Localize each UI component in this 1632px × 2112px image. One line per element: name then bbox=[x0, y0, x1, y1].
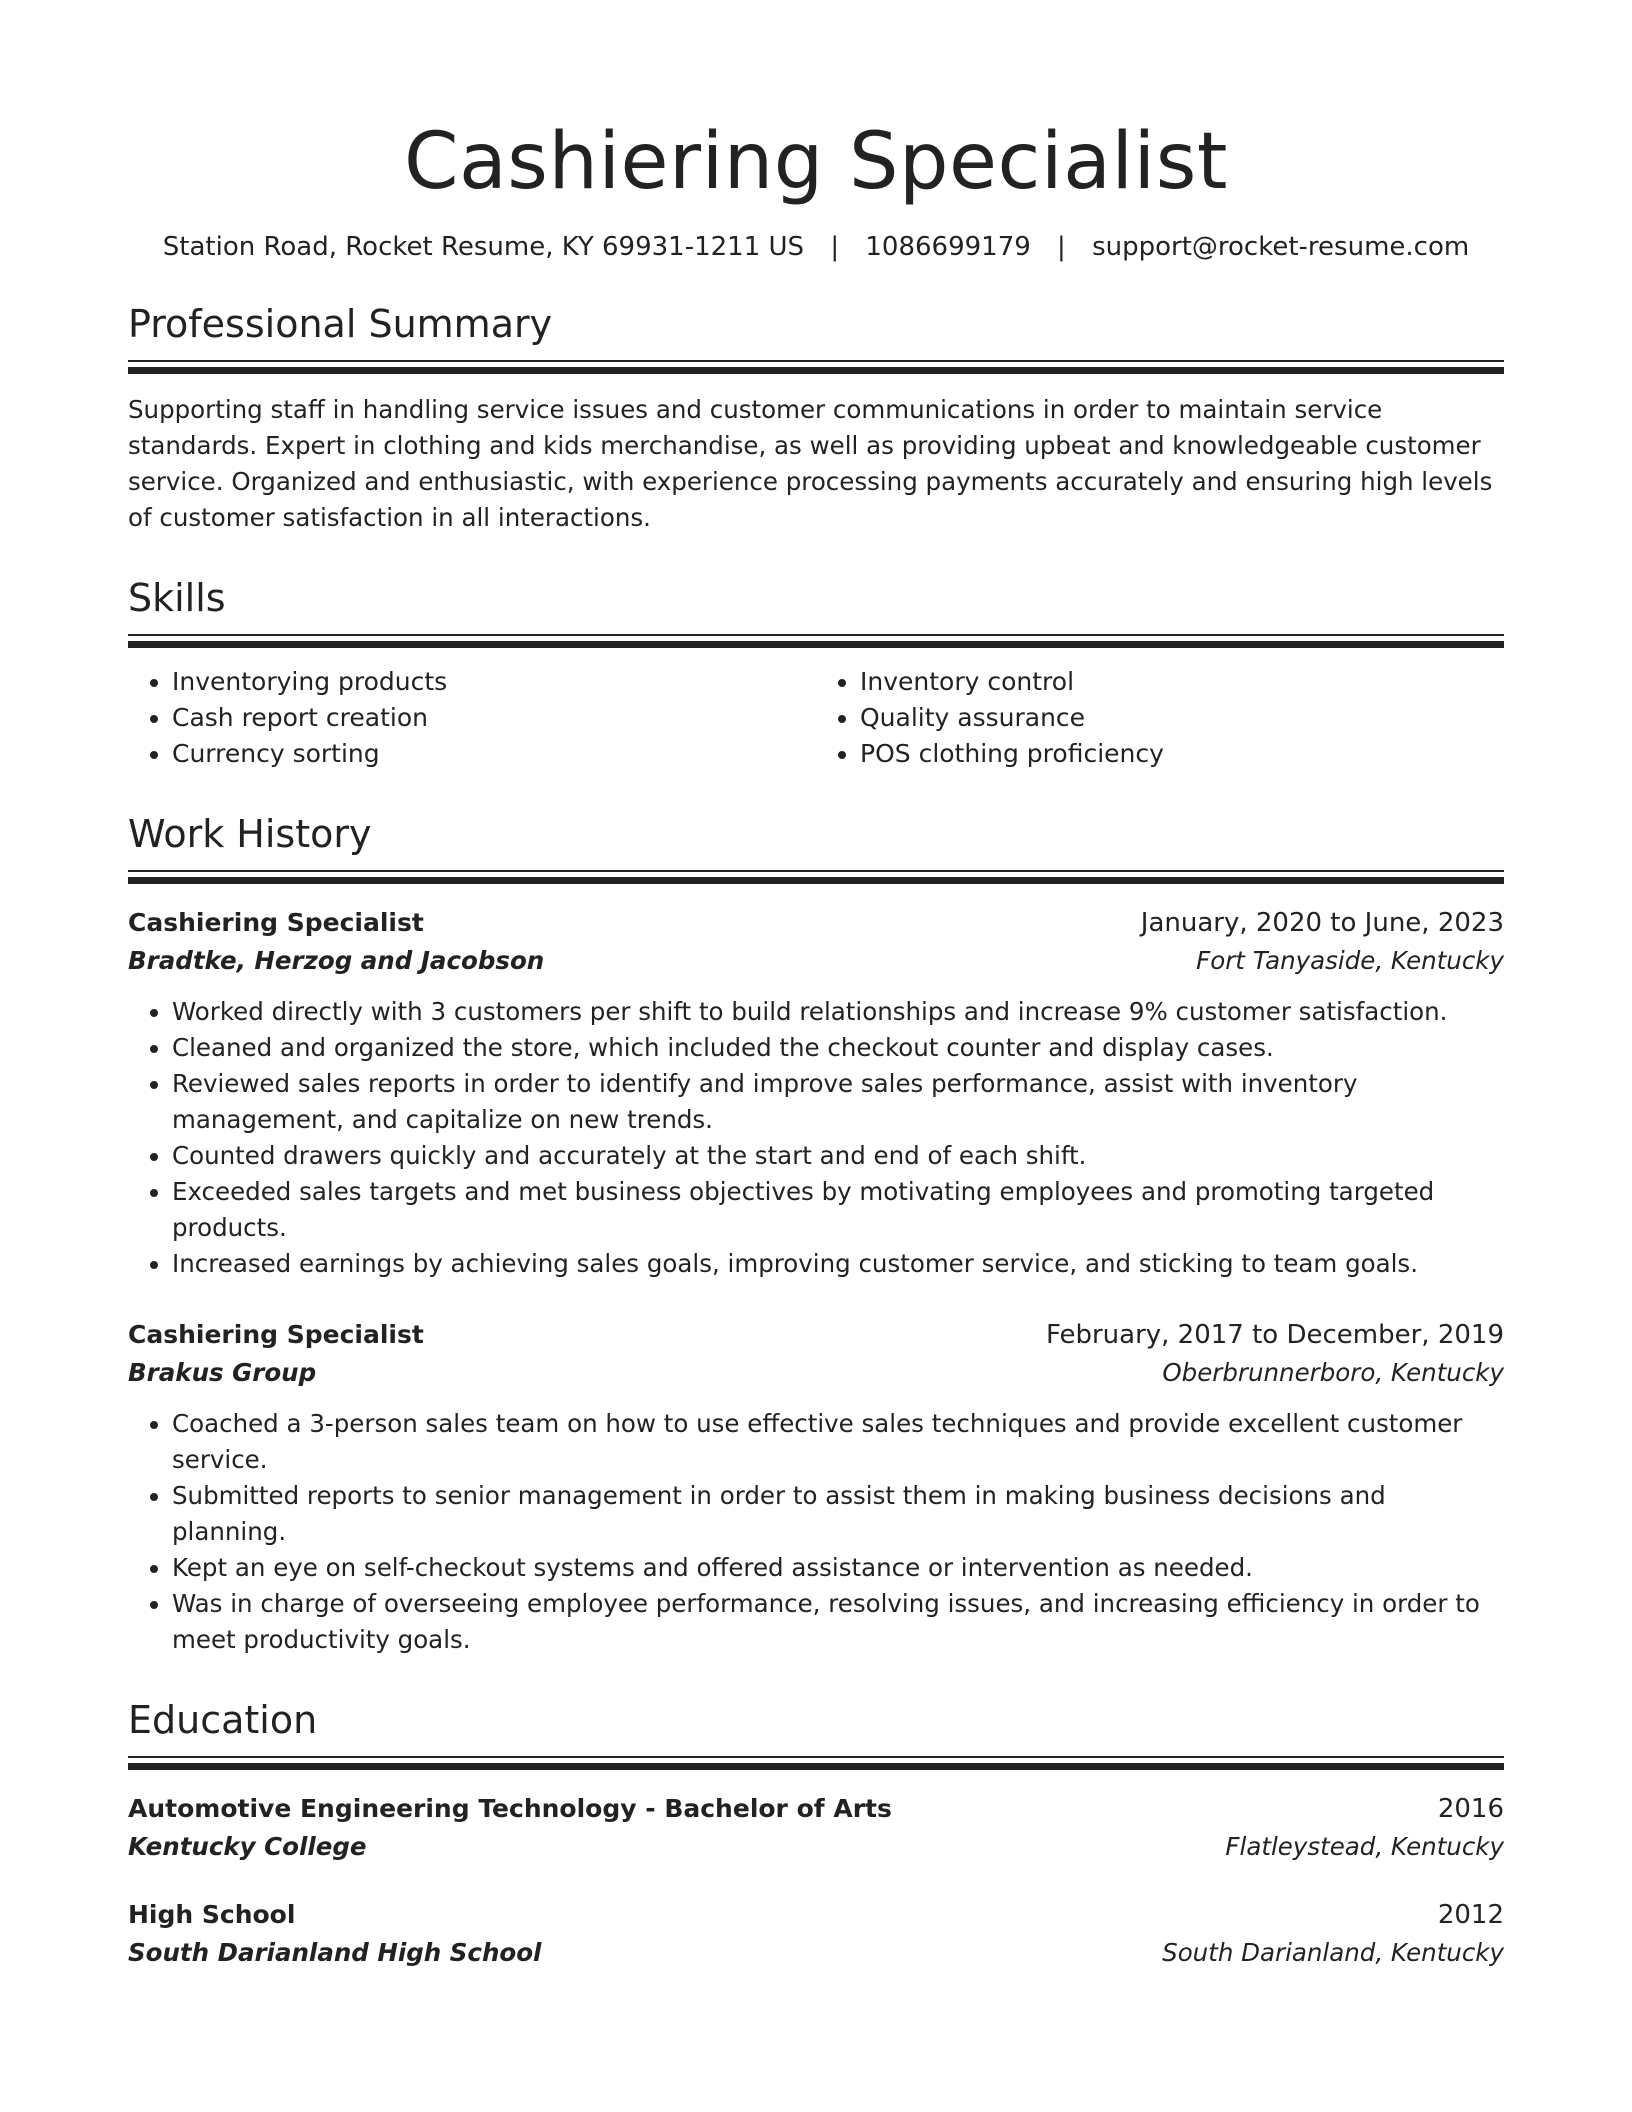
section-divider bbox=[128, 1756, 1504, 1758]
job-bullet: • Reviewed sales reports in order to identify and improve sales performance, assist with inventory management, and capitalize on new trends. bbox=[172, 1066, 1504, 1138]
job-header bbox=[128, 904, 1504, 942]
education-degree: Automotive Engineering Technology - Bachelor of Arts bbox=[128, 1793, 892, 1823]
job-subheader bbox=[128, 942, 1504, 980]
skill-item: • POS clothing proficiency bbox=[860, 736, 1504, 772]
job-entry bbox=[128, 904, 1504, 1282]
job-bullet: • Kept an eye on self-checkout systems and offered assistance or intervention as needed. bbox=[172, 1550, 1504, 1586]
section-title-education: Education bbox=[128, 1697, 318, 1742]
education-entry bbox=[128, 1790, 1504, 1866]
education-location: Flatleystead, Kentucky bbox=[1225, 1831, 1504, 1861]
education-header bbox=[128, 1896, 1504, 1934]
summary-section bbox=[128, 302, 1504, 536]
education-year: 2012 bbox=[1437, 1899, 1504, 1930]
skill-item: • Quality assurance bbox=[860, 700, 1504, 736]
job-dates: February, 2017 to December, 2019 bbox=[1045, 1319, 1504, 1350]
section-title-work-history: Work History bbox=[128, 811, 372, 856]
education-section bbox=[128, 1698, 1504, 1972]
section-divider bbox=[128, 360, 1504, 362]
job-title: Cashiering Specialist bbox=[128, 907, 424, 937]
job-bullet: • Coached a 3-person sales team on how to use effective sales techniques and provide excellent customer service. bbox=[172, 1406, 1504, 1478]
section-title-skills: Skills bbox=[128, 575, 226, 620]
job-company: Brakus Group bbox=[128, 1357, 317, 1387]
candidate-name: Cashiering Specialist bbox=[404, 117, 1228, 207]
job-entry bbox=[128, 1316, 1504, 1658]
job-bullet: • Submitted reports to senior management in order to assist them in making business decisions and planning. bbox=[172, 1478, 1504, 1550]
job-header bbox=[128, 1316, 1504, 1354]
section-divider bbox=[128, 634, 1504, 636]
contact-phone: 1086699179 bbox=[865, 231, 1031, 262]
job-title: Cashiering Specialist bbox=[128, 1319, 424, 1349]
skill-item: • Cash report creation bbox=[172, 700, 816, 736]
contact-separator: | bbox=[1057, 231, 1066, 262]
job-bullet: • Was in charge of overseeing employee performance, resolving issues, and increasing efficiency in order to meet productivity goals. bbox=[172, 1586, 1504, 1658]
contact-address: Station Road, Rocket Resume, KY 69931-1211 US bbox=[162, 231, 805, 262]
job-location: Oberbrunnerboro, Kentucky bbox=[1162, 1357, 1504, 1387]
section-divider bbox=[128, 641, 1504, 648]
skills-column-left bbox=[128, 664, 816, 772]
section-title-summary: Professional Summary bbox=[128, 301, 553, 346]
education-location: South Darianland, Kentucky bbox=[1162, 1937, 1504, 1967]
skills-section bbox=[128, 576, 1504, 772]
job-bullets bbox=[128, 1406, 1504, 1658]
skill-item: • Inventorying products bbox=[172, 664, 816, 700]
education-school: Kentucky College bbox=[128, 1831, 367, 1861]
job-bullet: • Worked directly with 3 customers per shift to build relationships and increase 9% customer satisfaction. bbox=[172, 994, 1504, 1030]
contact-line bbox=[128, 232, 1504, 262]
job-bullet: • Cleaned and organized the store, which included the checkout counter and display cases. bbox=[172, 1030, 1504, 1066]
job-bullets bbox=[128, 994, 1504, 1282]
job-dates: January, 2020 to June, 2023 bbox=[1140, 907, 1504, 938]
summary-text: Supporting staff in handling service issues and customer communications in order to maintain service standards. Expert in clothing and kids merchandise, as well as providing upbeat and knowledgeable customer service. Organized and enthusiastic, with experience processing payments accurately and ensuring high levels of customer satisfaction in all interactions. bbox=[128, 394, 1493, 532]
contact-email: support@rocket-resume.com bbox=[1092, 231, 1470, 262]
education-header bbox=[128, 1790, 1504, 1828]
job-company: Bradtke, Herzog and Jacobson bbox=[128, 945, 545, 975]
skills-column-right bbox=[816, 664, 1504, 772]
education-school: South Darianland High School bbox=[128, 1937, 542, 1967]
job-bullet: • Counted drawers quickly and accurately at the start and end of each shift. bbox=[172, 1138, 1504, 1174]
work-history-section bbox=[128, 812, 1504, 1658]
section-divider bbox=[128, 367, 1504, 374]
section-divider bbox=[128, 1763, 1504, 1770]
education-year: 2016 bbox=[1437, 1793, 1504, 1824]
job-bullet: • Increased earnings by achieving sales goals, improving customer service, and sticking to team goals. bbox=[172, 1246, 1504, 1282]
education-entry bbox=[128, 1896, 1504, 1972]
skill-item: • Inventory control bbox=[860, 664, 1504, 700]
section-divider bbox=[128, 870, 1504, 872]
skill-item: • Currency sorting bbox=[172, 736, 816, 772]
contact-separator: | bbox=[830, 231, 840, 262]
skills-list bbox=[128, 664, 1504, 772]
education-subheader bbox=[128, 1934, 1504, 1972]
job-subheader bbox=[128, 1354, 1504, 1392]
job-bullet: • Exceeded sales targets and met business objectives by motivating employees and promoting targeted products. bbox=[172, 1174, 1504, 1246]
section-divider bbox=[128, 877, 1504, 884]
education-subheader bbox=[128, 1828, 1504, 1866]
job-location: Fort Tanyaside, Kentucky bbox=[1196, 945, 1504, 975]
education-degree: High School bbox=[128, 1899, 296, 1929]
